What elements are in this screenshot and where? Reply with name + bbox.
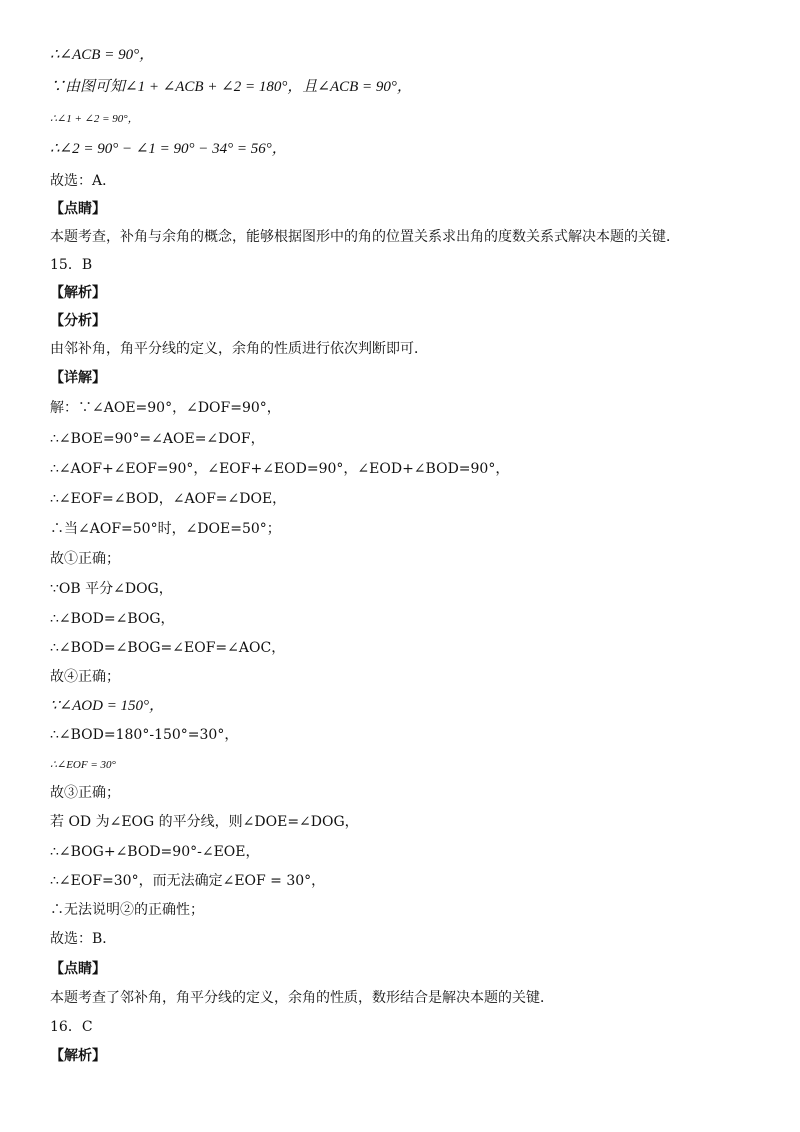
question-number-16: 16．C [50,1019,93,1035]
text-line-13: 解：∵∠AOE=90°，∠DOF=90°， [50,400,281,416]
text-line-2: ∵由图可知∠1 + ∠ACB + ∠2 = 180°，且∠ACB = 90°， [50,79,412,95]
section-heading-jiexi-2: 【解析】 [50,1048,106,1064]
text-line-30: ∴无法说明②的正确性； [50,902,204,918]
text-line-33: 本题考查了邻补角，角平分线的定义，余角的性质，数形结合是解决本题的关键． [50,990,554,1006]
section-heading-dianjing-2: 【点睛】 [50,961,106,977]
text-line-17: ∴当∠AOF=50°时，∠DOE=50°； [50,521,281,537]
text-line-4: ∴∠2 = 90° − ∠1 = 90° − 34° = 56°， [50,141,287,157]
text-line-24: ∴∠BOD=180°-150°=30°， [50,727,239,743]
text-line-7: 本题考查，补角与余角的概念，能够根据图形中的角的位置关系求出角的度数关系式解决本题的关键． [50,229,680,245]
section-heading-xiangjie: 【详解】 [50,370,106,386]
text-line-5: 故选：A． [50,173,117,189]
text-line-31: 故选：B． [50,931,117,947]
text-line-29: ∴∠EOF=30°，而无法确定∠EOF = 30°， [50,873,326,889]
text-line-23: ∵∠AOD = 150°， [50,698,165,714]
text-line-18: 故①正确； [50,551,120,567]
text-line-22: 故④正确； [50,669,120,685]
text-line-3: ∴∠1 + ∠2 = 90°， [50,113,139,125]
text-line-14: ∴∠BOE=90°=∠AOE=∠DOF， [50,431,265,447]
text-line-27: 若 OD 为∠EOG 的平分线，则∠DOE=∠DOG， [50,814,359,830]
text-line-15: ∴∠AOF+∠EOF=90°，∠EOF+∠EOD=90°，∠EOD+∠BOD=90°， [50,461,510,477]
text-line-28: ∴∠BOG+∠BOD=90°-∠EOE， [50,844,260,860]
text-line-19: ∵OB 平分∠DOG， [50,581,173,597]
text-line-26: 故③正确； [50,785,120,801]
text-line-21: ∴∠BOD=∠BOG=∠EOF=∠AOC， [50,640,286,656]
text-line-25: ∴∠EOF = 30° [50,759,116,771]
text-line-20: ∴∠BOD=∠BOG， [50,611,175,627]
section-heading-fenxi: 【分析】 [50,313,106,329]
section-heading-jiexi: 【解析】 [50,285,106,301]
text-line-1: ∴∠ACB = 90°， [50,47,155,63]
text-line-11: 由邻补角，角平分线的定义，余角的性质进行依次判断即可． [50,341,428,357]
section-heading-dianjing: 【点睛】 [50,201,106,217]
text-line-16: ∴∠EOF=∠BOD，∠AOF=∠DOE， [50,491,287,507]
question-number-15: 15．B [50,257,93,273]
